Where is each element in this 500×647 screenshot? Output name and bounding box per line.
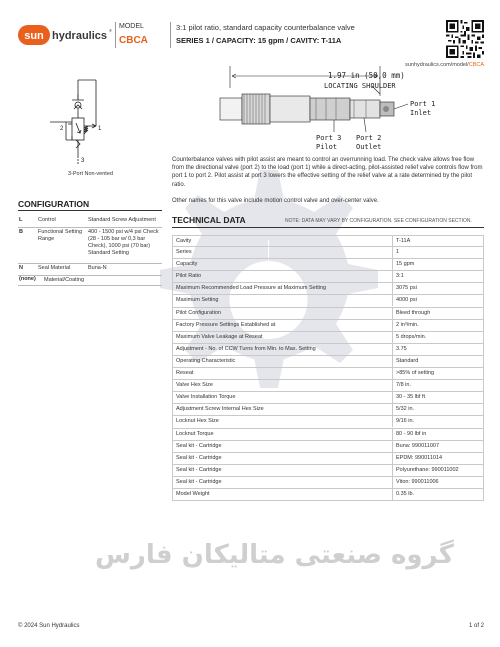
cutaway-port2-label: Port 2 <box>356 134 382 142</box>
technical-data-row <box>172 332 484 344</box>
technical-data-value: 2 in³/min. <box>392 320 484 331</box>
footer-copyright: © 2024 Sun Hydraulics <box>18 623 80 629</box>
technical-data-row <box>172 356 484 368</box>
configuration-row <box>18 264 162 276</box>
configuration-code: N <box>19 265 23 271</box>
technical-data-label: Maximum Valve Leakage at Reseat <box>176 333 263 340</box>
technical-data-row <box>172 320 484 332</box>
technical-data-row <box>172 308 484 320</box>
logo-sun-text: sun <box>24 30 44 42</box>
technical-data-value: Polyurethane: 990011002 <box>392 465 484 476</box>
configuration-value: Standard Screw Adjustment <box>88 217 156 223</box>
cutaway-locating-shoulder: LOCATING SHOULDER <box>324 82 396 90</box>
configuration-name: Seal Material <box>38 265 71 271</box>
configuration-heading: CONFIGURATION <box>18 199 90 209</box>
technical-data-row <box>172 259 484 271</box>
configuration-rule <box>18 210 162 211</box>
technical-data-label: Adjustment Screw Internal Hex Size <box>176 406 264 413</box>
cutaway-port3-label: Port 3 <box>316 134 342 142</box>
configuration-value: Buna-N <box>88 265 107 271</box>
technical-data-label: Seal kit - Cartridge <box>176 442 222 449</box>
technical-data-value: 15 gpm <box>392 259 484 270</box>
footer-page-number: 1 of 2 <box>468 623 484 629</box>
technical-data-heading: TECHNICAL DATA <box>172 215 246 225</box>
qr-code[interactable] <box>446 20 484 58</box>
configuration-row <box>18 228 162 264</box>
technical-data-value: 3.75 <box>392 344 484 355</box>
technical-data-value: 5/32 in. <box>392 404 484 415</box>
series-capacity-cavity: SERIES 1 / CAPACITY: 15 gpm / CAVITY: T-11A <box>176 36 342 45</box>
technical-data-label: Pilot Ratio <box>176 273 202 280</box>
technical-data-label: Cavity <box>176 238 192 244</box>
technical-data-row <box>172 465 484 477</box>
technical-data-value: 4000 psi <box>392 295 484 306</box>
technical-data-value: Standard <box>392 356 484 367</box>
product-title: 3:1 pilot ratio, standard capacity counterbalance valve <box>176 23 355 32</box>
technical-data-value: 3:1 <box>392 271 484 282</box>
technical-data-label: Seal kit - Cartridge <box>176 454 222 461</box>
technical-data-label: Valve Hex Size <box>176 382 213 389</box>
configuration-row <box>18 216 162 228</box>
header-divider <box>115 22 116 48</box>
valve-cutaway-drawing <box>216 66 486 156</box>
technical-data-value: EPDM: 990011014 <box>392 453 484 464</box>
technical-data-value: 9/16 in. <box>392 416 484 427</box>
technical-data-label: Adjustment - No. of CCW Turns from Min. to Max. Setting <box>176 345 316 352</box>
hydraulic-schematic <box>48 78 118 170</box>
technical-data-row <box>172 453 484 465</box>
logo-mark <box>18 24 114 46</box>
configuration-code: L <box>19 217 23 223</box>
technical-data-label: Series <box>176 249 192 256</box>
technical-data-row <box>172 283 484 295</box>
technical-data-label: Locknut Torque <box>176 430 214 437</box>
technical-data-row <box>172 235 484 247</box>
configuration-row <box>18 276 162 286</box>
configuration-name: Control <box>38 217 56 223</box>
watermark-text: گروه صنعتی متالیکان فارس <box>95 540 454 570</box>
configuration-code: (none) <box>19 276 36 282</box>
technical-data-row <box>172 392 484 404</box>
product-description: Counterbalance valves with pilot assist are meant to control an overrunning load. The check valve allows free flow from the directional valve (port 2) to the load (port 1) while a direct-acting, pilot-assisted relief valve controls flow from port 1 to port 2. Pilot assist at port 3 lowers the effective setting of the relief valve at a rate determined by the pilot ratio. <box>172 157 483 188</box>
model-label: MODEL <box>119 23 144 30</box>
technical-data-label: Maximum Setting <box>176 297 219 304</box>
technical-data-row <box>172 416 484 428</box>
logo-hydraulics-text: hydraulics <box>52 30 108 42</box>
sun-hydraulics-logo[interactable] <box>18 24 114 46</box>
logo-registered-mark: ® <box>109 28 112 33</box>
schematic-port-2: 2 <box>60 126 64 132</box>
technical-data-value: >85% of setting <box>392 368 484 379</box>
technical-data-label: Capacity <box>176 261 198 268</box>
configuration-code: B <box>19 229 23 235</box>
technical-data-value: 0.35 lb. <box>392 489 484 500</box>
technical-data-value: 30 - 35 lbf ft <box>392 392 484 403</box>
technical-data-value: 7/8 in. <box>392 380 484 391</box>
technical-data-row <box>172 380 484 392</box>
cutaway-port1-label: Port 1 <box>410 100 436 108</box>
technical-data-label: Model Weight <box>176 490 210 497</box>
technical-data-label: Reseat <box>176 370 194 377</box>
technical-data-label: Locknut Hex Size <box>176 418 219 425</box>
technical-data-value: T-11A <box>392 236 484 247</box>
schematic-caption: 3-Port Non-vented <box>68 171 113 177</box>
schematic-port-3: 3 <box>81 158 85 164</box>
technical-data-row <box>172 344 484 356</box>
schematic-port-1: 1 <box>98 126 102 132</box>
technical-data-label: Maximum Recommended Load Pressure at Maximum Setting <box>176 285 327 292</box>
technical-data-label: Pilot Configuration <box>176 309 221 316</box>
model-code: CBCA <box>119 35 148 46</box>
technical-data-note: NOTE: DATA MAY VARY BY CONFIGURATION. SEE CONFIGURATION SECTION. <box>285 218 472 224</box>
other-names-text: Other names for this valve include motion control valve and over-center valve. <box>172 198 379 204</box>
cutaway-port1-sub: Inlet <box>410 109 432 117</box>
technical-data-value: 1 <box>392 247 484 258</box>
technical-data-label: Seal kit - Cartridge <box>176 478 222 485</box>
cutaway-dimension: 1.97 in (50,0 mm) <box>328 71 405 80</box>
technical-data-label: Valve Installation Torque <box>176 394 236 401</box>
url-prefix: sunhydraulics.com/model/ <box>405 62 469 68</box>
technical-data-row <box>172 368 484 380</box>
configuration-name: Material/Coating <box>44 277 85 283</box>
technical-data-label: Operating Characteristic <box>176 357 236 364</box>
configuration-name: Functional Setting Range <box>38 229 83 242</box>
technical-data-value: Bleed through <box>392 308 484 319</box>
technical-data-row <box>172 271 484 283</box>
technical-data-row <box>172 295 484 307</box>
technical-data-value: Viton: 990011006 <box>392 477 484 488</box>
technical-data-row <box>172 247 484 259</box>
technical-data-row <box>172 404 484 416</box>
technical-data-row <box>172 441 484 453</box>
technical-data-row <box>172 429 484 441</box>
technical-data-rule <box>172 227 484 228</box>
technical-data-label: Seal kit - Cartridge <box>176 466 222 473</box>
url-model: CBCA <box>468 62 484 68</box>
technical-data-value: 80 - 90 lbf in <box>392 429 484 440</box>
technical-data-label: Factory Pressure Settings Established at <box>176 321 276 328</box>
cutaway-port3-sub: Pilot <box>316 143 338 151</box>
technical-data-value: Buna: 990011007 <box>392 441 484 452</box>
technical-data-row <box>172 477 484 489</box>
technical-data-table <box>172 235 484 501</box>
technical-data-row <box>172 489 484 501</box>
configuration-value: 400 - 1500 psi w/4 psi Check (28 - 105 bar w/ 0,3 bar Check), 1000 psi (70 bar) Standard Setting <box>88 229 159 256</box>
cutaway-port2-sub: Outlet <box>356 143 382 151</box>
header-divider <box>170 22 171 48</box>
technical-data-value: 3075 psi <box>392 283 484 294</box>
technical-data-value: 5 drops/min. <box>392 332 484 343</box>
